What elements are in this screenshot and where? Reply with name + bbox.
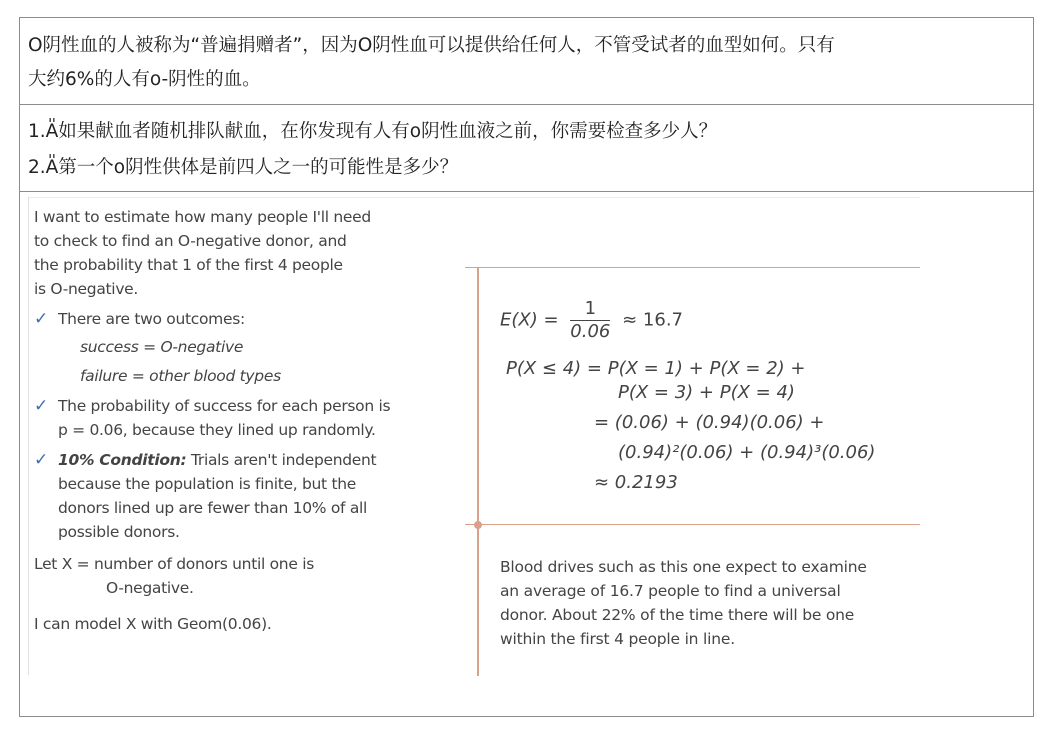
probability-line-1: P(X ≤ 4) = P(X = 1) + P(X = 2) + xyxy=(506,358,806,379)
check-icon: ✓ xyxy=(34,450,48,470)
ten-percent-text: Trials aren't independent xyxy=(186,451,377,469)
plan-line: the probability that 1 of the first 4 people xyxy=(34,256,343,274)
intro-line-1: O阴性血的人被称为“普遍捐赠者”，因为O阴性血可以提供给任何人，不管受试者的血型如何。只有 xyxy=(28,35,835,56)
conclusion-line: Blood drives such as this one expect to examine xyxy=(500,558,867,576)
conclusion-line: within the first 4 people in line. xyxy=(500,630,735,648)
check-outcomes xyxy=(34,307,444,331)
define-x: Let X = number of donors until one is xyxy=(34,555,314,573)
figure-left-border xyxy=(28,197,29,675)
solution-left-column xyxy=(34,205,444,636)
plan-line: to check to find an O-negative donor, and xyxy=(34,232,347,250)
divider-node xyxy=(474,521,482,529)
success-def: success = O-negative xyxy=(80,338,244,356)
conclusion-line: an average of 16.7 people to find a universal xyxy=(500,582,841,600)
fraction xyxy=(570,298,610,343)
ten-percent-text-3: donors lined up are fewer than 10% of all xyxy=(58,499,368,517)
ex-right: ≈ 16.7 xyxy=(622,309,683,331)
conclusion-line: donor. About 22% of the time there will be one xyxy=(500,606,855,624)
expected-value-line xyxy=(500,298,683,343)
intro-cell xyxy=(20,18,1033,105)
plan-line: is O-negative. xyxy=(34,280,139,298)
probability-result: ≈ 0.2193 xyxy=(594,472,678,493)
check-probability-text-2: p = 0.06, because they lined up randomly. xyxy=(58,421,376,439)
intro-line-2: 大约6%的人有o-阴性的血。 xyxy=(28,69,261,90)
question-1: 1.A̎如果献血者随机排队献血，在你发现有人有o阴性血液之前，你需要检查多少人？ xyxy=(28,121,718,142)
questions-cell xyxy=(20,105,1033,192)
check-outcomes-text: There are two outcomes: xyxy=(58,310,245,328)
failure-def: failure = other blood types xyxy=(80,367,281,385)
conclusion-block xyxy=(500,555,900,651)
ten-percent-label: 10% Condition: xyxy=(58,451,187,469)
ten-percent-text-2: because the population is finite, but the xyxy=(58,475,357,493)
probability-line-4: (0.94)²(0.06) + (0.94)³(0.06) xyxy=(618,442,876,463)
divider-vertical xyxy=(477,268,479,676)
divider-top xyxy=(465,267,920,268)
probability-line-2: P(X = 3) + P(X = 4) xyxy=(618,382,795,403)
ex-left: E(X) = xyxy=(500,309,559,331)
fraction-numerator: 1 xyxy=(570,298,610,321)
plan-line: I want to estimate how many people I'll need xyxy=(34,208,371,226)
check-icon: ✓ xyxy=(34,309,48,329)
figure-top-border xyxy=(28,197,920,198)
define-x-2: O-negative. xyxy=(106,579,194,597)
divider-middle xyxy=(465,524,920,525)
ten-percent-text-4: possible donors. xyxy=(58,523,180,541)
check-icon: ✓ xyxy=(34,396,48,416)
probability-line-3: = (0.06) + (0.94)(0.06) + xyxy=(594,412,825,433)
check-probability-text: The probability of success for each person is xyxy=(58,397,391,415)
check-probability xyxy=(34,394,444,442)
question-2: 2.A̎第一个o阴性供体是前四人之一的可能性是多少？ xyxy=(28,157,459,178)
model-statement: I can model X with Geom(0.06). xyxy=(34,615,272,633)
check-ten-percent xyxy=(34,448,444,544)
fraction-denominator: 0.06 xyxy=(570,321,611,342)
